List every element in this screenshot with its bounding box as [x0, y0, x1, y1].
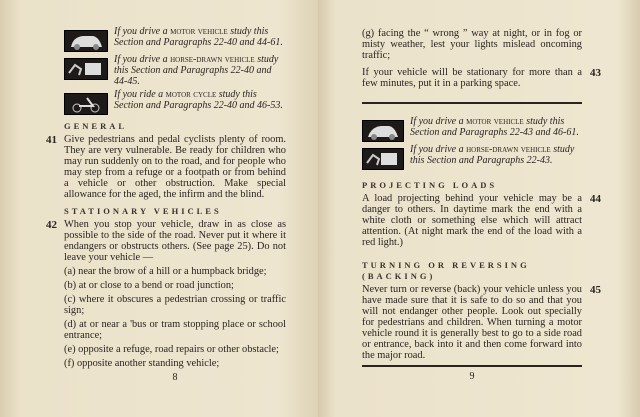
list-item: (b) at or close to a bend or road junction;: [64, 280, 234, 291]
note-horse-drawn: [362, 144, 582, 170]
divider: [362, 102, 582, 104]
motorcycle-icon: [64, 93, 108, 115]
horse-cart-icon: [64, 58, 108, 80]
note-motor-cycle: [64, 89, 286, 115]
paragraph-43-block: [362, 67, 601, 89]
note-horse-drawn: [64, 54, 286, 87]
horse-cart-icon: [362, 148, 404, 170]
paragraph-41: Give pedestrians and pedal cyclists plenty of room. They are very vulnerable. Be ready for children who may run suddenly on to the road, and for people who may step from a refuge or a footpath or from behind a vehicle or other obstruction. Make special allowance for the aged, the infirm and the blind.: [64, 134, 286, 200]
car-icon: [362, 120, 404, 142]
paragraph-42-block: [46, 219, 286, 263]
note-motor-vehicle: [64, 26, 286, 52]
list-item: (a) near the brow of a hill or a humpback bridge;: [64, 266, 267, 277]
note-text: If you drive a motor vehicle study this Section and Paragraphs 22-40 and 44-61.: [114, 26, 283, 48]
paragraph-44: A load projecting behind your vehicle may be a danger to others. In daytime mark the end with a white cloth or something else which will attract attention. (At night mark the end of the load with a red light.): [362, 193, 582, 248]
list-item: (c) where it obscures a pedestrian crossing or traffic sign;: [64, 294, 286, 316]
divider: [362, 365, 582, 367]
note-text: If you drive a horse-drawn vehicle study this Section and Paragraphs 22-40 and 44-45.: [114, 54, 279, 87]
paragraph-45-block: [362, 284, 601, 361]
section-heading-stationary: STATIONARY VEHICLES: [64, 206, 222, 216]
paragraph-42: When you stop your vehicle, draw in as close as possible to the side of the road. Never put it where it endangers or obstructs others. (See page 25). Do not leave your vehicle —: [64, 219, 286, 263]
item-g: (g) facing the “ wrong ” way at night, or in fog or misty weather, lest your lights mislead oncoming traffic;: [362, 28, 582, 61]
paragraph-41-block: [46, 134, 286, 200]
right-column: [362, 28, 601, 382]
right-page: [318, 0, 640, 417]
paragraph-number: 44: [590, 193, 601, 205]
list-item: (d) at or near a 'bus or tram stopping place or school entrance;: [64, 319, 286, 341]
paragraph-number: 43: [590, 67, 601, 79]
paragraph-number: 42: [46, 219, 57, 231]
page-number: 8: [172, 372, 178, 383]
page-number: 9: [469, 371, 475, 382]
item-list: [64, 266, 286, 369]
note-text: If you ride a motor cycle study this Section and Paragraphs 22-40 and 46-53.: [114, 89, 283, 111]
paragraph-43: If your vehicle will be stationary for more than a few minutes, put it in a parking space.: [362, 67, 582, 89]
list-item: (f) opposite another standing vehicle;: [64, 358, 220, 369]
left-page: [0, 0, 318, 417]
notes: [362, 116, 582, 170]
note-motor-vehicle: [362, 116, 582, 142]
car-icon: [64, 30, 108, 52]
section-heading-general: GENERAL: [64, 121, 128, 131]
note-text: If you drive a horse-drawn vehicle study this Section and Paragraphs 22-43.: [410, 144, 575, 166]
list-item: (e) opposite a refuge, road repairs or other obstacle;: [64, 344, 279, 355]
paragraph-45: Never turn or reverse (back) your vehicle unless you have made sure that it is safe to do so and that you will not endanger other people. Look out specially for pedestrians and children. When turning a motor vehicle round it is generally best to go to a side road or entrance, back into it and then come forward into the major road.: [362, 284, 582, 361]
paragraph-number: 45: [590, 284, 601, 296]
section-heading-projecting: PROJECTING LOADS: [362, 180, 498, 190]
note-text: If you drive a motor vehicle study this Section and Paragraphs 22-43 and 46-61.: [410, 116, 579, 138]
left-column: [46, 26, 286, 383]
paragraph-number: 41: [46, 134, 57, 146]
section-heading-turning: TURNING OR REVERSING (BACKING): [362, 260, 530, 281]
paragraph-44-block: [362, 193, 601, 248]
